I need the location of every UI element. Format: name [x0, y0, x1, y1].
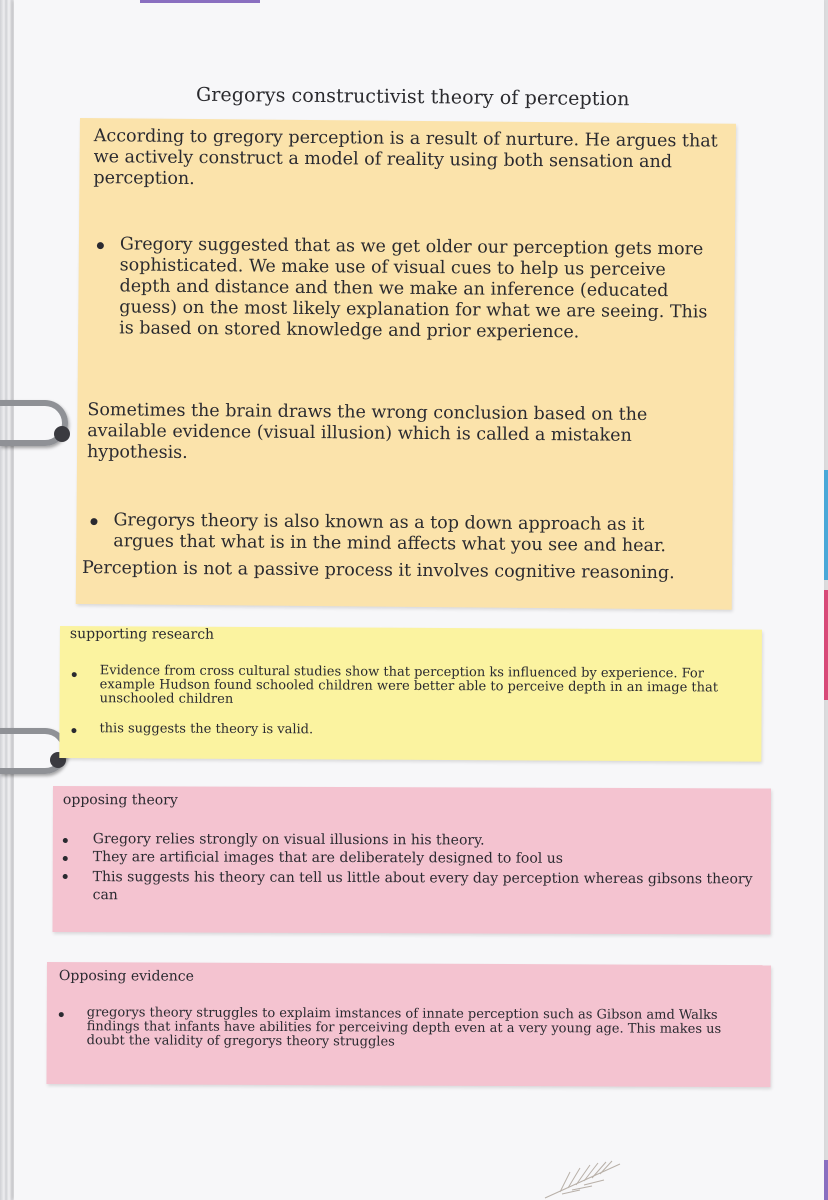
binder-page-edge [0, 0, 14, 1200]
supporting-heading: supporting research [69, 626, 215, 643]
closing-paragraph: Perception is not a passive process it involves cognitive reasoning. [81, 558, 675, 584]
opposing-item-2: They are artificial images that are deliberately designed to fool us [92, 849, 563, 867]
bullet-icon [63, 874, 68, 879]
supporting-item-2: this suggests the theory is valid. [99, 721, 314, 738]
bullet-item-older-perception [96, 234, 717, 344]
evidence-item-1: gregorys theory struggles to explaim imstances of innate perception such as Gibson amd Walks findings that infants have abilities for perceiving depth even at a very young age. This makes us doubt the validity of gregorys theory struggles [86, 1005, 722, 1050]
page-title: Gregorys constructivist theory of perception [195, 83, 630, 111]
top-tab-strip [140, 0, 260, 3]
feather-decoration [540, 1160, 630, 1200]
bullet-item-top-down [90, 510, 710, 557]
evidence-heading: Opposing evidence [58, 968, 194, 985]
bullet-text: Gregory suggested that as we get older our perception gets more sophisticated. We make use of visual cues to help us perceive depth and distance and then we make an inference (educated guess) on the most likely explanation for what we are seeing. This is based on stored knowledge and prior experience. [119, 234, 708, 343]
opposing-heading: opposing theory [62, 792, 178, 809]
bullet-icon [63, 838, 68, 843]
bullet-icon [71, 728, 76, 733]
bullet-text: Gregorys theory is also known as a top down approach as it argues that what is in the mind affects what you see and hear. [113, 510, 667, 557]
opposing-item-3: This suggests his theory can tell us little about every day perception whereas gibsons theory can [92, 869, 753, 904]
bullet-icon [90, 518, 97, 525]
bullet-icon [59, 1012, 64, 1017]
side-tab-red [824, 590, 828, 700]
mistaken-hypothesis-paragraph: Sometimes the brain draws the wrong conclusion based on the available evidence (visual illusion) which is called a mistaken hypothesis. [86, 400, 648, 463]
intro-paragraph: According to gregory perception is a result of nurture. He argues that we actively construct a model of reality using both sensation and perception. [93, 126, 718, 190]
bullet-icon [72, 672, 77, 677]
supporting-item-1: Evidence from cross cultural studies show that perception ks influenced by experience. For example Hudson found schooled children were better able to perceive depth in an image that unschooled children [99, 663, 719, 707]
punch-hole-top [54, 426, 70, 442]
opposing-theory-card [52, 786, 771, 935]
side-tab-purple [824, 1160, 828, 1200]
main-note-card [76, 118, 736, 610]
bullet-icon [97, 242, 104, 249]
opposing-item-1: Gregory relies strongly on visual illusions in his theory. [92, 831, 485, 849]
bullet-icon [63, 856, 68, 861]
supporting-research-card [59, 626, 762, 762]
side-tab-blue [824, 470, 828, 580]
opposing-evidence-card [46, 962, 771, 1087]
